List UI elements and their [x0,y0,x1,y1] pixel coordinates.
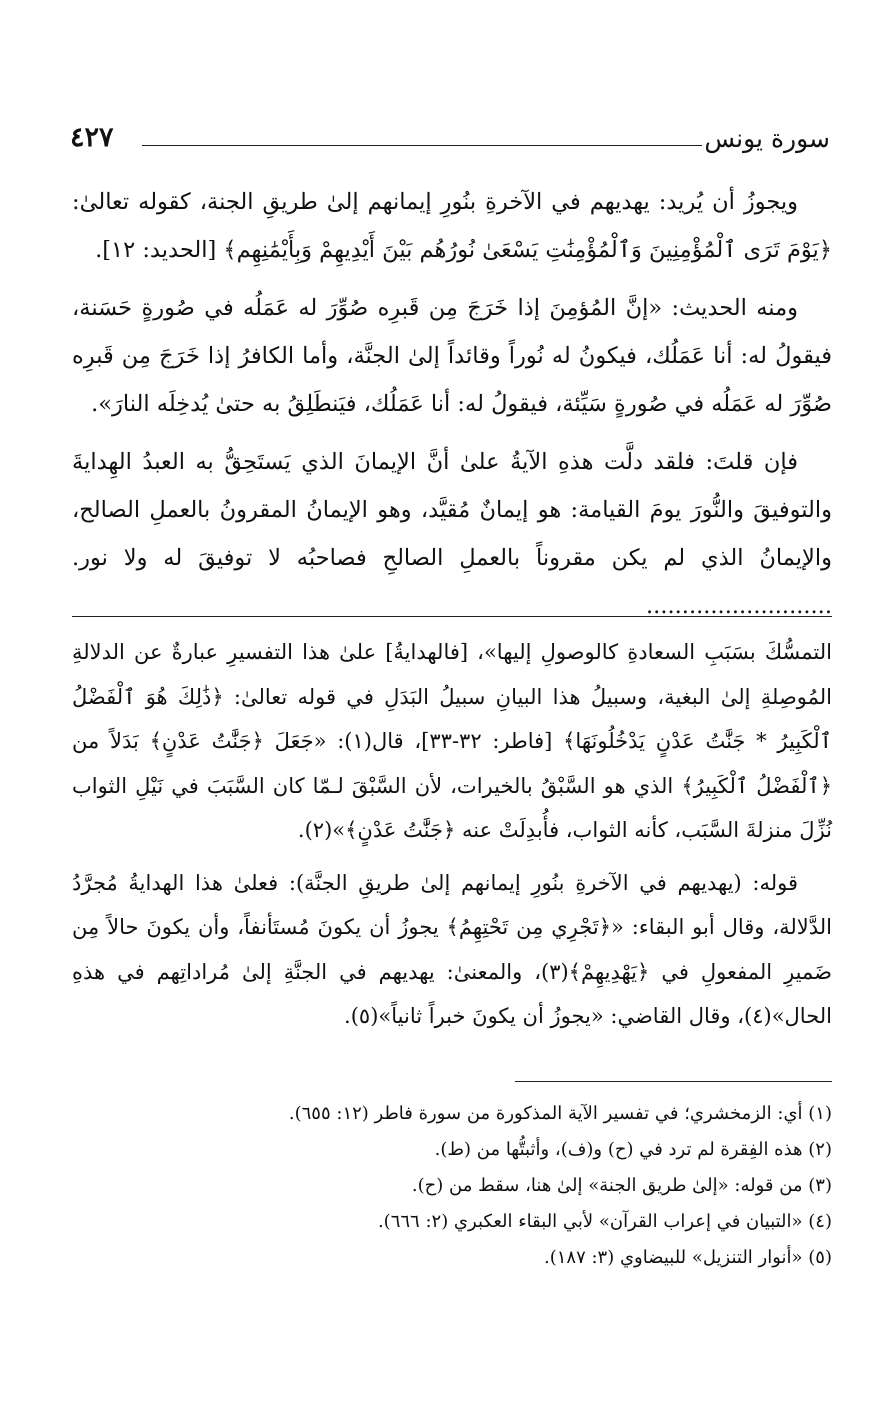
footnote: (٥) «أنوار التنزيل» للبيضاوي (٣: ١٨٧). [543,1247,832,1268]
page-number: ٤٢٧ [70,122,114,153]
footnote-divider [515,1081,832,1082]
footnote: (٢) هذه الفِقرة لم ترد في (ح) و(ف)، وأثبتُّها من (ط). [434,1139,832,1160]
main-paragraph: ومنه الحديث: «إنَّ المُؤمِنَ إذا خَرَجَ مِن قَبرِه صُوِّرَ له عَمَلُه في صُورةٍ حَسَنة، فيقولُ له: أنا عَمَلُك، فيكونُ له نُوراً وقائداً إلىٰ الجنَّة، وأما الكافرُ إذا خَرَجَ مِن قَبرِه صُوِّرَ له عَمَلُه في صُورةٍ سَيِّئة، فيقولُ له: أنا عَمَلُك، فيَنطَلِقُ به حتىٰ يُدخِلَه النارَ». [72,295,832,417]
main-paragraph: ويجوزُ أن يُريد: يهديهم في الآخرةِ بنُورِ إيمانهم إلىٰ طريقِ الجنة، كقوله تعالىٰ: ﴿يَوْمَ تَرَى ٱلْمُؤْمِنِينَ وَٱلْمُؤْمِنَٰتِ يَسْعَىٰ نُورُهُم بَيْنَ أَيْدِيهِمْ وَبِأَيْمَٰنِهِم﴾ [الحديد: ١٢]. [72,189,832,263]
footnotes [72,1096,832,1276]
main-text [72,178,832,630]
text-divider [72,616,832,617]
commentary-paragraph: التمسُّكَ بسَبَبِ السعادةِ كالوصولِ إليها»، [فالهدايةُ] علىٰ هذا التفسيرِ عبارةٌ عن الدلالةِ المُوصِلةِ إلىٰ البغية، وسبيلُ هذا البيانِ سبيلُ البَدَلِ في قوله تعالىٰ: ﴿ذَٰلِكَ هُوَ ٱلْفَضْلُ ٱلْكَبِيرُ * جَنَّٰتُ عَدْنٍ يَدْخُلُونَهَا﴾ [فاطر: ٣٢-٣٣]، قال(١): «جَعَلَ ﴿جَنَّٰتُ عَدْنٍ﴾ بَدَلاً من ﴿ٱلْفَضْلُ ٱلْكَبِيرُ﴾ الذي هو السَّبْقُ بالخيرات، لأن السَّبْقَ لـمّا كان السَّبَبَ في نَيْلِ الثواب نُزِّلَ منزلةَ السَّبَب، كأنه الثواب، فأُبدِلَتْ عنه ﴿جَنَّٰتُ عَدْنٍ﴾»(٢). [72,640,832,842]
main-paragraph: فإن قلتَ: فلقد دلَّت هذهِ الآيةُ علىٰ أنَّ الإيمانَ الذي يَستَحِقُّ به العبدُ الهِدايةَ والتوفيقَ والنُّورَ يومَ القيامة: هو إيمانٌ مُقيَّد، وهو الإيمانُ المقرونُ بالعملِ الصالح، والإيمانُ الذي لم يكن مقروناً بالعملِ الصالحِ فصاحبُه لا توفيقَ له ولا نور. .......................... [72,449,832,619]
commentary-text [72,630,832,1039]
commentary-paragraph: قوله: (يهديهم في الآخرةِ بنُورِ إيمانهم إلىٰ طريقِ الجنَّة): فعلىٰ هذا الهدايةُ مُجرَّدُ الدَّلالة، وقال أبو البقاء: «﴿تَجْرِي مِن تَحْتِهِمُ﴾ يجوزُ أن يكونَ مُستَأنفاً، وأن يكونَ حالاً مِن ضَميرِ المفعولِ في ﴿يَهْدِيهِمْ﴾(٣)، والمعنىٰ: يهديهم في الجنَّةِ إلىٰ مُراداتِهم في هذهِ الحال»(٤)، وقال القاضي: «يجوزُ أن يكونَ خبراً ثانياً»(٥). [72,870,832,1028]
surah-title: سورة يونس [704,124,830,153]
footnote: (٣) من قوله: «إلىٰ طريق الجنة» إلىٰ هنا، سقط من (ح). [411,1175,832,1196]
header-rule [142,145,702,146]
running-header [70,118,830,158]
footnote: (١) أي: الزمخشري؛ في تفسير الآية المذكورة من سورة فاطر (١٢: ٦٥٥). [288,1103,832,1124]
footnote: (٤) «التبيان في إعراب القرآن» لأبي البقاء العكبري (٢: ٦٦٦). [377,1211,832,1232]
